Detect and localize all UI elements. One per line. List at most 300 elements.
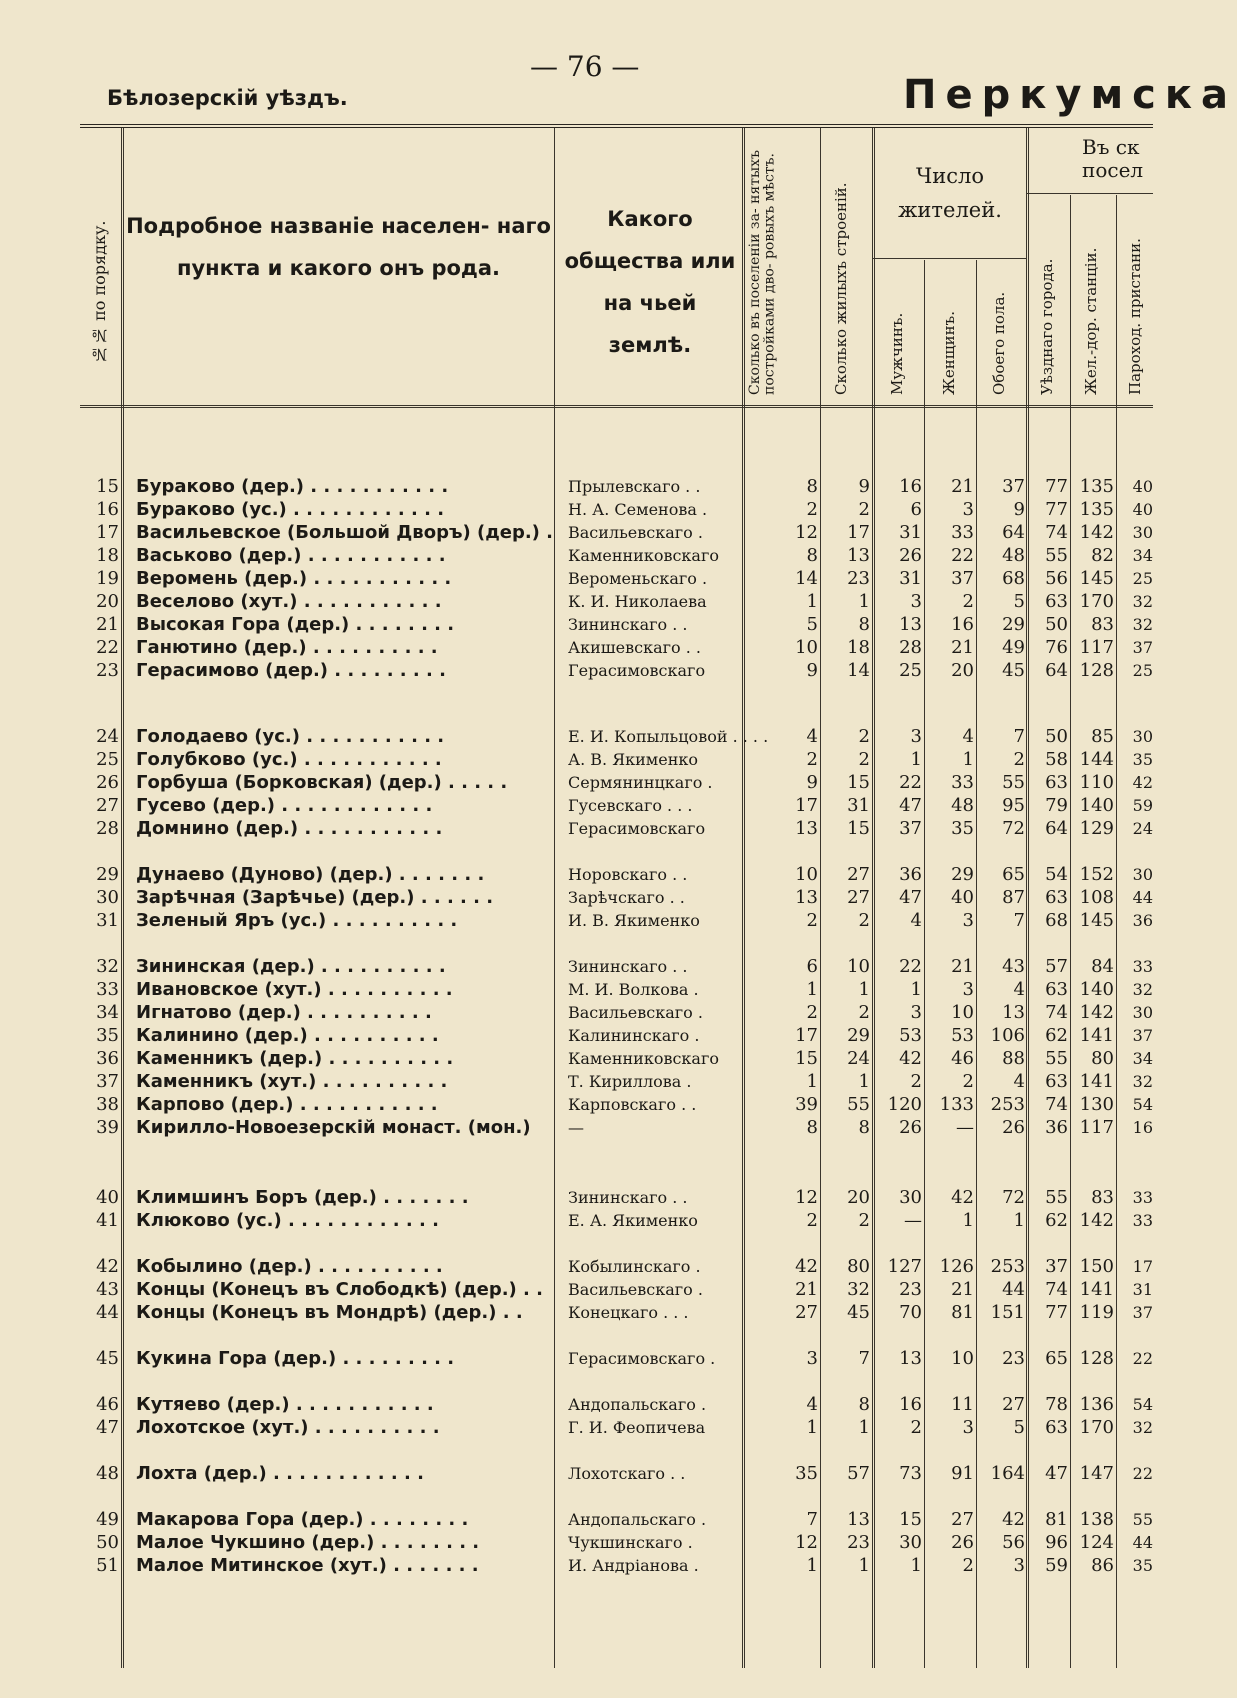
owner-name: Карповскаго . . [568, 1095, 697, 1114]
women-count: 22 [951, 545, 974, 566]
distance-town: 74 [1045, 522, 1068, 543]
men-count: — [904, 1210, 922, 1231]
row-number: 18 [96, 545, 119, 566]
place-name: Ивановское (хут.) . . . . . . . . . . [136, 979, 453, 1000]
women-count: 42 [951, 1187, 974, 1208]
row-number: 38 [96, 1094, 119, 1115]
women-count: 37 [951, 568, 974, 589]
distance-station: 142 [1079, 522, 1114, 543]
distance-pier: 32 [1132, 980, 1153, 999]
distance-town: 54 [1045, 864, 1068, 885]
men-count: 1 [910, 1555, 922, 1576]
table-row [0, 660, 1153, 682]
owner-name: И. В. Якименко [568, 911, 700, 930]
place-name: Гусево (дер.) . . . . . . . . . . . . [136, 795, 433, 816]
owner-name: Васильевскаго . [568, 523, 703, 542]
women-count: 33 [951, 772, 974, 793]
men-count: 30 [899, 1187, 922, 1208]
men-count: 3 [910, 726, 922, 747]
place-name: Клюково (ус.) . . . . . . . . . . . . [136, 1210, 439, 1231]
buildings-count: 18 [847, 637, 870, 658]
distance-pier: 30 [1132, 727, 1153, 746]
row-number: 47 [96, 1417, 119, 1438]
owner-name: Т. Кириллова . [568, 1072, 692, 1091]
buildings-count: 17 [847, 522, 870, 543]
owner-name: Прылевскаго . . [568, 477, 701, 496]
row-number: 26 [96, 772, 119, 793]
distance-pier: 32 [1132, 592, 1153, 611]
distance-station: 138 [1079, 1509, 1114, 1530]
men-count: 37 [899, 818, 922, 839]
table-row [0, 772, 1153, 794]
men-count: 127 [887, 1256, 922, 1277]
distance-station: 85 [1091, 726, 1114, 747]
buildings-count: 2 [858, 1210, 870, 1231]
buildings-count: 29 [847, 1025, 870, 1046]
row-number: 37 [96, 1071, 119, 1092]
women-count: 10 [951, 1002, 974, 1023]
total-count: 4 [1013, 1071, 1025, 1092]
men-count: 16 [899, 476, 922, 497]
women-count: 126 [939, 1256, 974, 1277]
table-row [0, 614, 1153, 636]
table-row [0, 749, 1153, 771]
total-count: 151 [990, 1302, 1025, 1323]
col-header-inhabitants: Число жителей. [898, 164, 1002, 222]
row-number: 23 [96, 660, 119, 681]
owner-name: Акишевскаго . . [568, 638, 701, 657]
distance-pier: 44 [1132, 888, 1153, 907]
plots-count: 10 [795, 864, 818, 885]
row-number: 21 [96, 614, 119, 635]
men-count: 47 [899, 795, 922, 816]
distance-pier: 54 [1132, 1095, 1153, 1114]
distance-station: 152 [1079, 864, 1114, 885]
plots-count: 2 [806, 499, 818, 520]
table-row [0, 910, 1153, 932]
place-name: Зеленый Яръ (ус.) . . . . . . . . . . [136, 910, 458, 931]
owner-name: Чукшинскаго . [568, 1533, 693, 1552]
row-number: 50 [96, 1532, 119, 1553]
table-row [0, 795, 1153, 817]
row-number: 43 [96, 1279, 119, 1300]
distance-station: 150 [1079, 1256, 1114, 1277]
buildings-count: 8 [858, 614, 870, 635]
place-name: Макарова Гора (дер.) . . . . . . . . [136, 1509, 469, 1530]
distance-station: 80 [1091, 1048, 1114, 1069]
women-count: 20 [951, 660, 974, 681]
buildings-count: 32 [847, 1279, 870, 1300]
owner-name: Лохотскаго . . [568, 1464, 686, 1483]
place-name: Горбуша (Борковская) (дер.) . . . . . [136, 772, 508, 793]
row-number: 32 [96, 956, 119, 977]
table-row [0, 499, 1153, 521]
total-count: 48 [1002, 545, 1025, 566]
distance-pier: 59 [1132, 796, 1153, 815]
men-count: 23 [899, 1279, 922, 1300]
table-row [0, 1555, 1153, 1577]
distance-town: 62 [1045, 1210, 1068, 1231]
women-count: 16 [951, 614, 974, 635]
plots-count: 17 [795, 1025, 818, 1046]
women-count: 40 [951, 887, 974, 908]
col-header-to-town: Уѣзднаго города. [1038, 258, 1056, 395]
distance-station: 136 [1079, 1394, 1114, 1415]
buildings-count: 15 [847, 772, 870, 793]
header-bottom-rule [80, 405, 1153, 408]
men-count: 22 [899, 772, 922, 793]
distance-station: 117 [1079, 1117, 1114, 1138]
buildings-count: 45 [847, 1302, 870, 1323]
col-header-num: №№ по порядку. [90, 220, 109, 365]
table-row [0, 591, 1153, 613]
distance-station: 83 [1091, 614, 1114, 635]
distance-station: 82 [1091, 545, 1114, 566]
col-header-men: Мужчинъ. [888, 312, 906, 395]
total-count: 5 [1013, 1417, 1025, 1438]
distance-station: 124 [1079, 1532, 1114, 1553]
owner-name: К. И. Николаева [568, 592, 707, 611]
distance-town: 96 [1045, 1532, 1068, 1553]
distance-pier: 42 [1132, 773, 1153, 792]
distance-station: 170 [1079, 1417, 1114, 1438]
row-number: 44 [96, 1302, 119, 1323]
total-count: 64 [1002, 522, 1025, 543]
distance-town: 64 [1045, 660, 1068, 681]
distance-pier: 35 [1132, 750, 1153, 769]
plots-count: 17 [795, 795, 818, 816]
total-count: 45 [1002, 660, 1025, 681]
distance-station: 170 [1079, 591, 1114, 612]
distance-station: 140 [1079, 979, 1114, 1000]
header-rule [1026, 193, 1153, 194]
plots-count: 4 [806, 1394, 818, 1415]
buildings-count: 2 [858, 499, 870, 520]
plots-count: 1 [806, 591, 818, 612]
women-count: 46 [951, 1048, 974, 1069]
distance-pier: 25 [1132, 569, 1153, 588]
row-number: 29 [96, 864, 119, 885]
row-number: 49 [96, 1509, 119, 1530]
buildings-count: 1 [858, 1417, 870, 1438]
buildings-count: 14 [847, 660, 870, 681]
place-name: Климшинъ Боръ (дер.) . . . . . . . [136, 1187, 469, 1208]
total-count: 72 [1002, 1187, 1025, 1208]
total-count: 106 [990, 1025, 1025, 1046]
distance-town: 77 [1045, 1302, 1068, 1323]
distance-station: 147 [1079, 1463, 1114, 1484]
row-number: 27 [96, 795, 119, 816]
plots-count: 8 [806, 476, 818, 497]
women-count: 4 [962, 726, 974, 747]
owner-name: Н. А. Семенова . [568, 500, 708, 519]
plots-count: 2 [806, 1002, 818, 1023]
row-number: 46 [96, 1394, 119, 1415]
table-row [0, 956, 1153, 978]
distance-town: 58 [1045, 749, 1068, 770]
owner-name: Сермянинцкаго . [568, 773, 713, 792]
distance-pier: 22 [1132, 1464, 1153, 1483]
place-name: Домнино (дер.) . . . . . . . . . . . [136, 818, 443, 839]
row-number: 48 [96, 1463, 119, 1484]
distance-station: 130 [1079, 1094, 1114, 1115]
men-count: 53 [899, 1025, 922, 1046]
total-count: 5 [1013, 591, 1025, 612]
table-row [0, 637, 1153, 659]
distance-station: 145 [1079, 910, 1114, 931]
owner-name: Е. И. Копыльцовой . . . . [568, 727, 769, 746]
distance-pier: 54 [1132, 1395, 1153, 1414]
total-count: 56 [1002, 1532, 1025, 1553]
table-row [0, 1002, 1153, 1024]
men-count: 3 [910, 591, 922, 612]
distance-station: 110 [1079, 772, 1114, 793]
place-name: Лохта (дер.) . . . . . . . . . . . . [136, 1463, 424, 1484]
distance-town: 63 [1045, 887, 1068, 908]
men-count: 47 [899, 887, 922, 908]
plots-count: 14 [795, 568, 818, 589]
women-count: 26 [951, 1532, 974, 1553]
table-row [0, 545, 1153, 567]
owner-name: Зининскаго . . [568, 615, 688, 634]
distance-station: 142 [1079, 1002, 1114, 1023]
men-count: 3 [910, 1002, 922, 1023]
distance-town: 65 [1045, 1348, 1068, 1369]
men-count: 31 [899, 522, 922, 543]
buildings-count: 20 [847, 1187, 870, 1208]
distance-town: 63 [1045, 979, 1068, 1000]
distance-town: 77 [1045, 476, 1068, 497]
table-row [0, 1509, 1153, 1531]
plots-count: 2 [806, 1210, 818, 1231]
distance-pier: 32 [1132, 1072, 1153, 1091]
total-count: 26 [1002, 1117, 1025, 1138]
place-name: Бураково (ус.) . . . . . . . . . . . . [136, 499, 445, 520]
women-count: 133 [939, 1094, 974, 1115]
distance-pier: 35 [1132, 1556, 1153, 1575]
owner-name: Г. И. Феопичева [568, 1418, 706, 1437]
distance-pier: 36 [1132, 911, 1153, 930]
women-count: 27 [951, 1509, 974, 1530]
plots-count: 1 [806, 1555, 818, 1576]
owner-name: Конецкаго . . . [568, 1303, 689, 1322]
table-row [0, 1532, 1153, 1554]
owner-name: А. В. Якименко [568, 750, 699, 769]
place-name: Каменникъ (хут.) . . . . . . . . . . [136, 1071, 448, 1092]
table-row [0, 1302, 1153, 1324]
women-count: 1 [962, 1210, 974, 1231]
owner-name: Васильевскаго . [568, 1280, 703, 1299]
place-name: Кутяево (дер.) . . . . . . . . . . . [136, 1394, 434, 1415]
women-count: 1 [962, 749, 974, 770]
women-count: 33 [951, 522, 974, 543]
table-row [0, 1417, 1153, 1439]
plots-count: 21 [795, 1279, 818, 1300]
row-number: 45 [96, 1348, 119, 1369]
distance-pier: 37 [1132, 1026, 1153, 1045]
buildings-count: 8 [858, 1394, 870, 1415]
plots-count: 13 [795, 818, 818, 839]
women-count: 91 [951, 1463, 974, 1484]
plots-count: 6 [806, 956, 818, 977]
place-name: Концы (Конецъ въ Мондрѣ) (дер.) . . [136, 1302, 523, 1323]
buildings-count: 57 [847, 1463, 870, 1484]
distance-station: 135 [1079, 476, 1114, 497]
buildings-count: 23 [847, 568, 870, 589]
distance-station: 141 [1079, 1071, 1114, 1092]
distance-pier: 33 [1132, 1188, 1153, 1207]
row-number: 15 [96, 476, 119, 497]
buildings-count: 27 [847, 887, 870, 908]
row-number: 25 [96, 749, 119, 770]
distance-pier: 30 [1132, 865, 1153, 884]
men-count: 36 [899, 864, 922, 885]
distance-pier: 33 [1132, 1211, 1153, 1230]
table-row [0, 887, 1153, 909]
total-count: 68 [1002, 568, 1025, 589]
place-name: Каменникъ (дер.) . . . . . . . . . . [136, 1048, 454, 1069]
buildings-count: 10 [847, 956, 870, 977]
owner-name: Зининскаго . . [568, 957, 688, 976]
table-row [0, 979, 1153, 1001]
women-count: 21 [951, 637, 974, 658]
men-count: 13 [899, 614, 922, 635]
place-name: Голодаево (ус.) . . . . . . . . . . . [136, 726, 445, 747]
distance-town: 74 [1045, 1279, 1068, 1300]
men-count: 13 [899, 1348, 922, 1369]
distance-town: 57 [1045, 956, 1068, 977]
col-header-owner: Какого общества или на чьей землѣ. [564, 207, 736, 357]
buildings-count: 55 [847, 1094, 870, 1115]
distance-town: 64 [1045, 818, 1068, 839]
men-count: 26 [899, 1117, 922, 1138]
men-count: 25 [899, 660, 922, 681]
row-number: 19 [96, 568, 119, 589]
buildings-count: 7 [858, 1348, 870, 1369]
owner-name: Зининскаго . . [568, 1188, 688, 1207]
owner-name: — [568, 1118, 584, 1137]
distance-station: 135 [1079, 499, 1114, 520]
men-count: 70 [899, 1302, 922, 1323]
distance-town: 56 [1045, 568, 1068, 589]
distance-town: 55 [1045, 1048, 1068, 1069]
total-count: 55 [1002, 772, 1025, 793]
plots-count: 15 [795, 1048, 818, 1069]
plots-count: 4 [806, 726, 818, 747]
women-count: 3 [962, 979, 974, 1000]
region-title: Перкумска [903, 72, 1237, 118]
row-number: 16 [96, 499, 119, 520]
distance-town: 81 [1045, 1509, 1068, 1530]
buildings-count: 1 [858, 1555, 870, 1576]
place-name: Васильевское (Большой Дворъ) (дер.) . [136, 522, 553, 543]
plots-count: 1 [806, 979, 818, 1000]
table-row [0, 1117, 1153, 1139]
men-count: 73 [899, 1463, 922, 1484]
distance-town: 55 [1045, 1187, 1068, 1208]
distance-pier: 34 [1132, 1049, 1153, 1068]
distance-pier: 25 [1132, 661, 1153, 680]
row-number: 20 [96, 591, 119, 612]
total-count: 253 [990, 1256, 1025, 1277]
total-count: 9 [1013, 499, 1025, 520]
total-count: 4 [1013, 979, 1025, 1000]
distance-station: 108 [1079, 887, 1114, 908]
women-count: 48 [951, 795, 974, 816]
men-count: 28 [899, 637, 922, 658]
header-rule [872, 258, 1026, 259]
men-count: 26 [899, 545, 922, 566]
place-name: Малое Чукшино (дер.) . . . . . . . . [136, 1532, 480, 1553]
plots-count: 39 [795, 1094, 818, 1115]
men-count: 15 [899, 1509, 922, 1530]
women-count: 3 [962, 499, 974, 520]
plots-count: 12 [795, 1532, 818, 1553]
distance-town: 50 [1045, 726, 1068, 747]
men-count: 16 [899, 1394, 922, 1415]
distance-pier: 34 [1132, 546, 1153, 565]
table-row [0, 818, 1153, 840]
total-count: 164 [990, 1463, 1025, 1484]
distance-pier: 32 [1132, 615, 1153, 634]
men-count: 4 [910, 910, 922, 931]
row-number: 17 [96, 522, 119, 543]
women-count: 21 [951, 956, 974, 977]
total-count: 43 [1002, 956, 1025, 977]
table-row [0, 1256, 1153, 1278]
table-row [0, 726, 1153, 748]
row-number: 42 [96, 1256, 119, 1277]
distance-pier: 17 [1132, 1257, 1153, 1276]
distance-town: 62 [1045, 1025, 1068, 1046]
men-count: 22 [899, 956, 922, 977]
total-count: 44 [1002, 1279, 1025, 1300]
place-name: Малое Митинское (хут.) . . . . . . . [136, 1555, 479, 1576]
district-title: Бѣлозерскій уѣздъ. [107, 86, 348, 110]
distance-pier: 30 [1132, 1003, 1153, 1022]
distance-town: 77 [1045, 499, 1068, 520]
col-header-both: Обоего пола. [990, 291, 1008, 395]
women-count: 3 [962, 910, 974, 931]
col-header-name: Подробное названіе населен- наго пункта и какого онъ рода. [126, 214, 551, 280]
distance-town: 63 [1045, 772, 1068, 793]
distance-town: 55 [1045, 545, 1068, 566]
plots-count: 5 [806, 614, 818, 635]
women-count: 29 [951, 864, 974, 885]
row-number: 40 [96, 1187, 119, 1208]
place-name: Калинино (дер.) . . . . . . . . . . [136, 1025, 439, 1046]
table-row [0, 1025, 1153, 1047]
women-count: 2 [962, 591, 974, 612]
plots-count: 2 [806, 910, 818, 931]
plots-count: 1 [806, 1417, 818, 1438]
distance-station: 129 [1079, 818, 1114, 839]
place-name: Веселово (хут.) . . . . . . . . . . . [136, 591, 442, 612]
table-row [0, 1394, 1153, 1416]
col-header-to-pier: Пароход. пристани. [1126, 238, 1144, 395]
buildings-count: 2 [858, 749, 870, 770]
distance-pier: 44 [1132, 1533, 1153, 1552]
women-count: 2 [962, 1555, 974, 1576]
distance-pier: 24 [1132, 819, 1153, 838]
plots-count: 1 [806, 1071, 818, 1092]
table-row [0, 1187, 1153, 1209]
place-name: Кобылино (дер.) . . . . . . . . . . [136, 1256, 443, 1277]
distance-town: 37 [1045, 1256, 1068, 1277]
buildings-count: 80 [847, 1256, 870, 1277]
place-name: Концы (Конецъ въ Слободкѣ) (дер.) . . [136, 1279, 543, 1300]
row-number: 41 [96, 1210, 119, 1231]
